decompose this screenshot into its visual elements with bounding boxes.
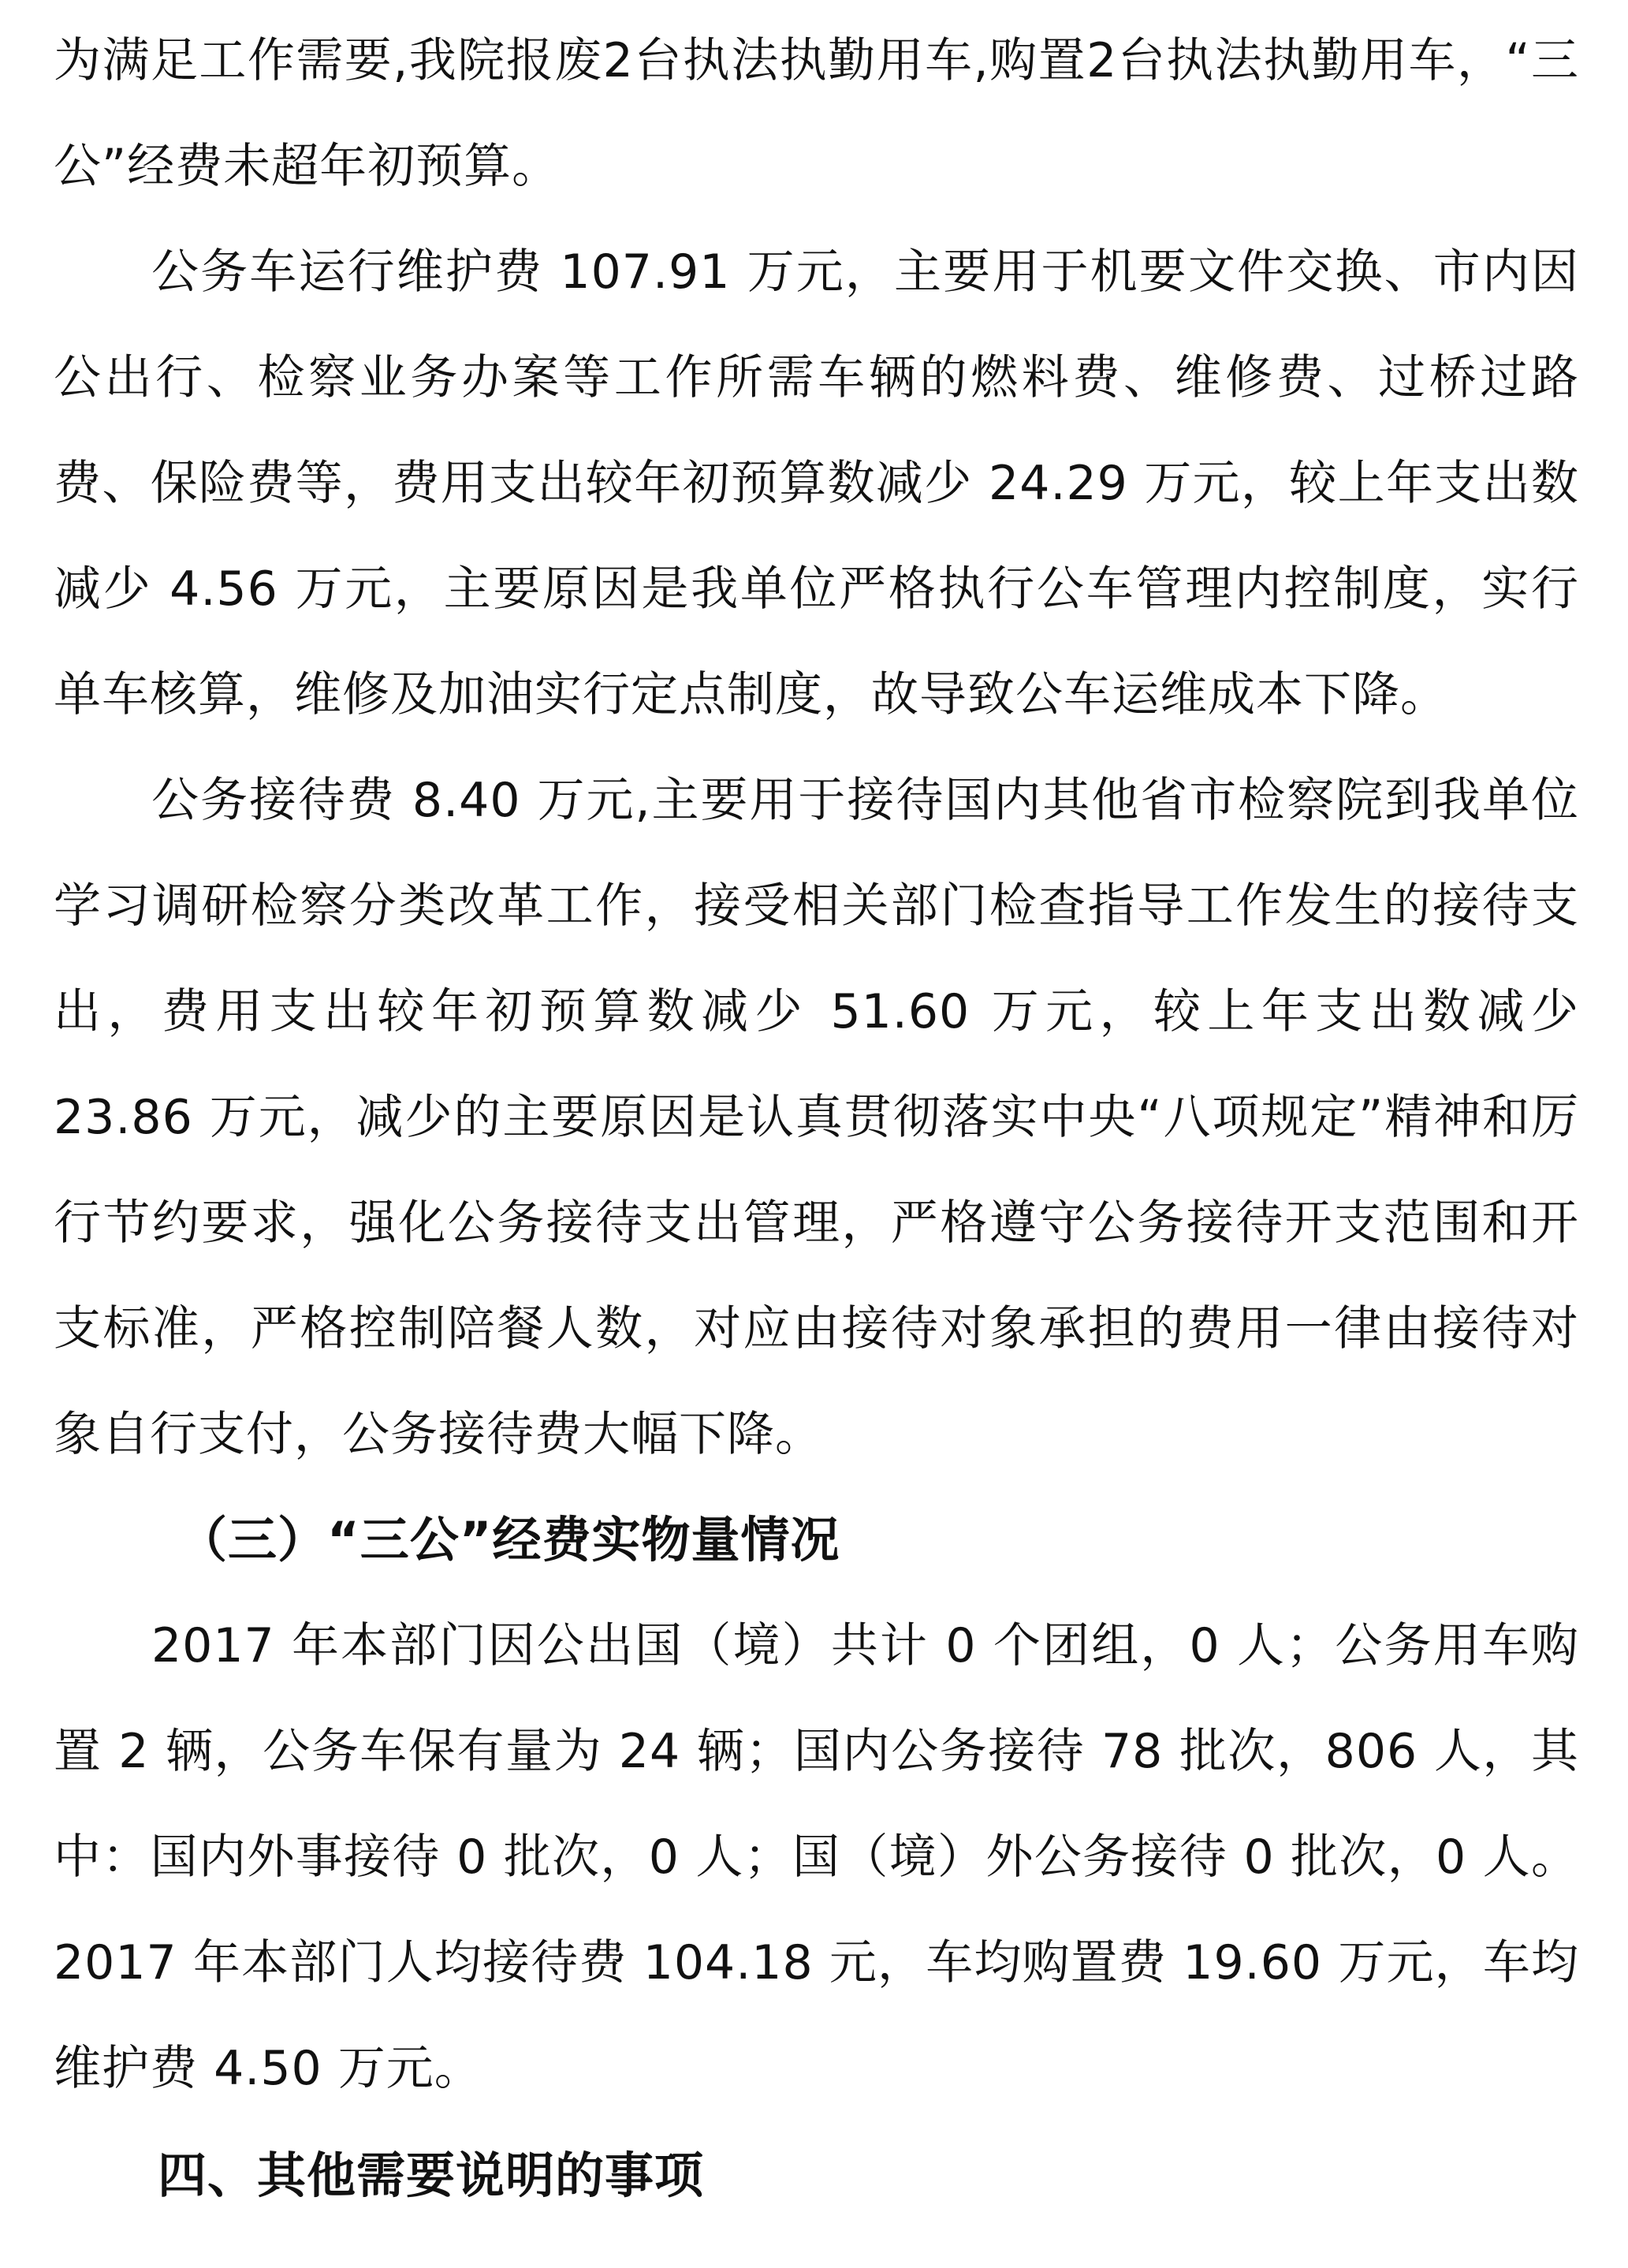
paragraph-vehicle-purchase: 为满足工作需要,我院报废2台执法执勤用车,购置2台执法执勤用车，“三公”经费未超年初预算。 — [54, 33, 1579, 194]
section-heading-physical-quantity: （三）“三公”经费实物量情况 — [178, 1511, 840, 1569]
paragraph-physical-quantity: 2017 年本部门因公出国（境）共计 0 个团组，0 人；公务用车购置 2 辆，公务车保有量为 24 辆；国内公务接待 78 批次，806 人，其中：国内外事接待 0 批次，0 人；国（境）外公务接待 0 批次，0 人。2017 年本部门人均接待费 104.18 元，车均购置费 19.60 万元，车均维护费 4.50 万元。 — [54, 1618, 1579, 2096]
paragraph-vehicle-maintenance: 公务车运行维护费 107.91 万元，主要用于机要文件交换、市内因公出行、检察业务办案等工作所需车辆的燃料费、维修费、过桥过路费、保险费等，费用支出较年初预算数减少 24.29 万元，较上年支出数减少 4.56 万元，主要原因是我单位严格执行公车管理内控制度，实行单车核算，维修及加油实行定点制度，故导致公车运维成本下降。 — [54, 244, 1579, 722]
section-heading-other-matters: 四、其他需要说明的事项 — [158, 2147, 705, 2204]
paragraph-reception-expense: 公务接待费 8.40 万元,主要用于接待国内其他省市检察院到我单位学习调研检察分类改革工作，接受相关部门检查指导工作发生的接待支出，费用支出较年初预算数减少 51.60 万元，较上年支出数减少 23.86 万元，减少的主要原因是认真贯彻落实中央“八项规定”精神和厉行节约要求，强化公务接待支出管理，严格遵守公务接待开支范围和开支标准，严格控制陪餐人数，对应由接待对象承担的费用一律由接待对象自行支付，公务接待费大幅下降。 — [54, 773, 1579, 1462]
